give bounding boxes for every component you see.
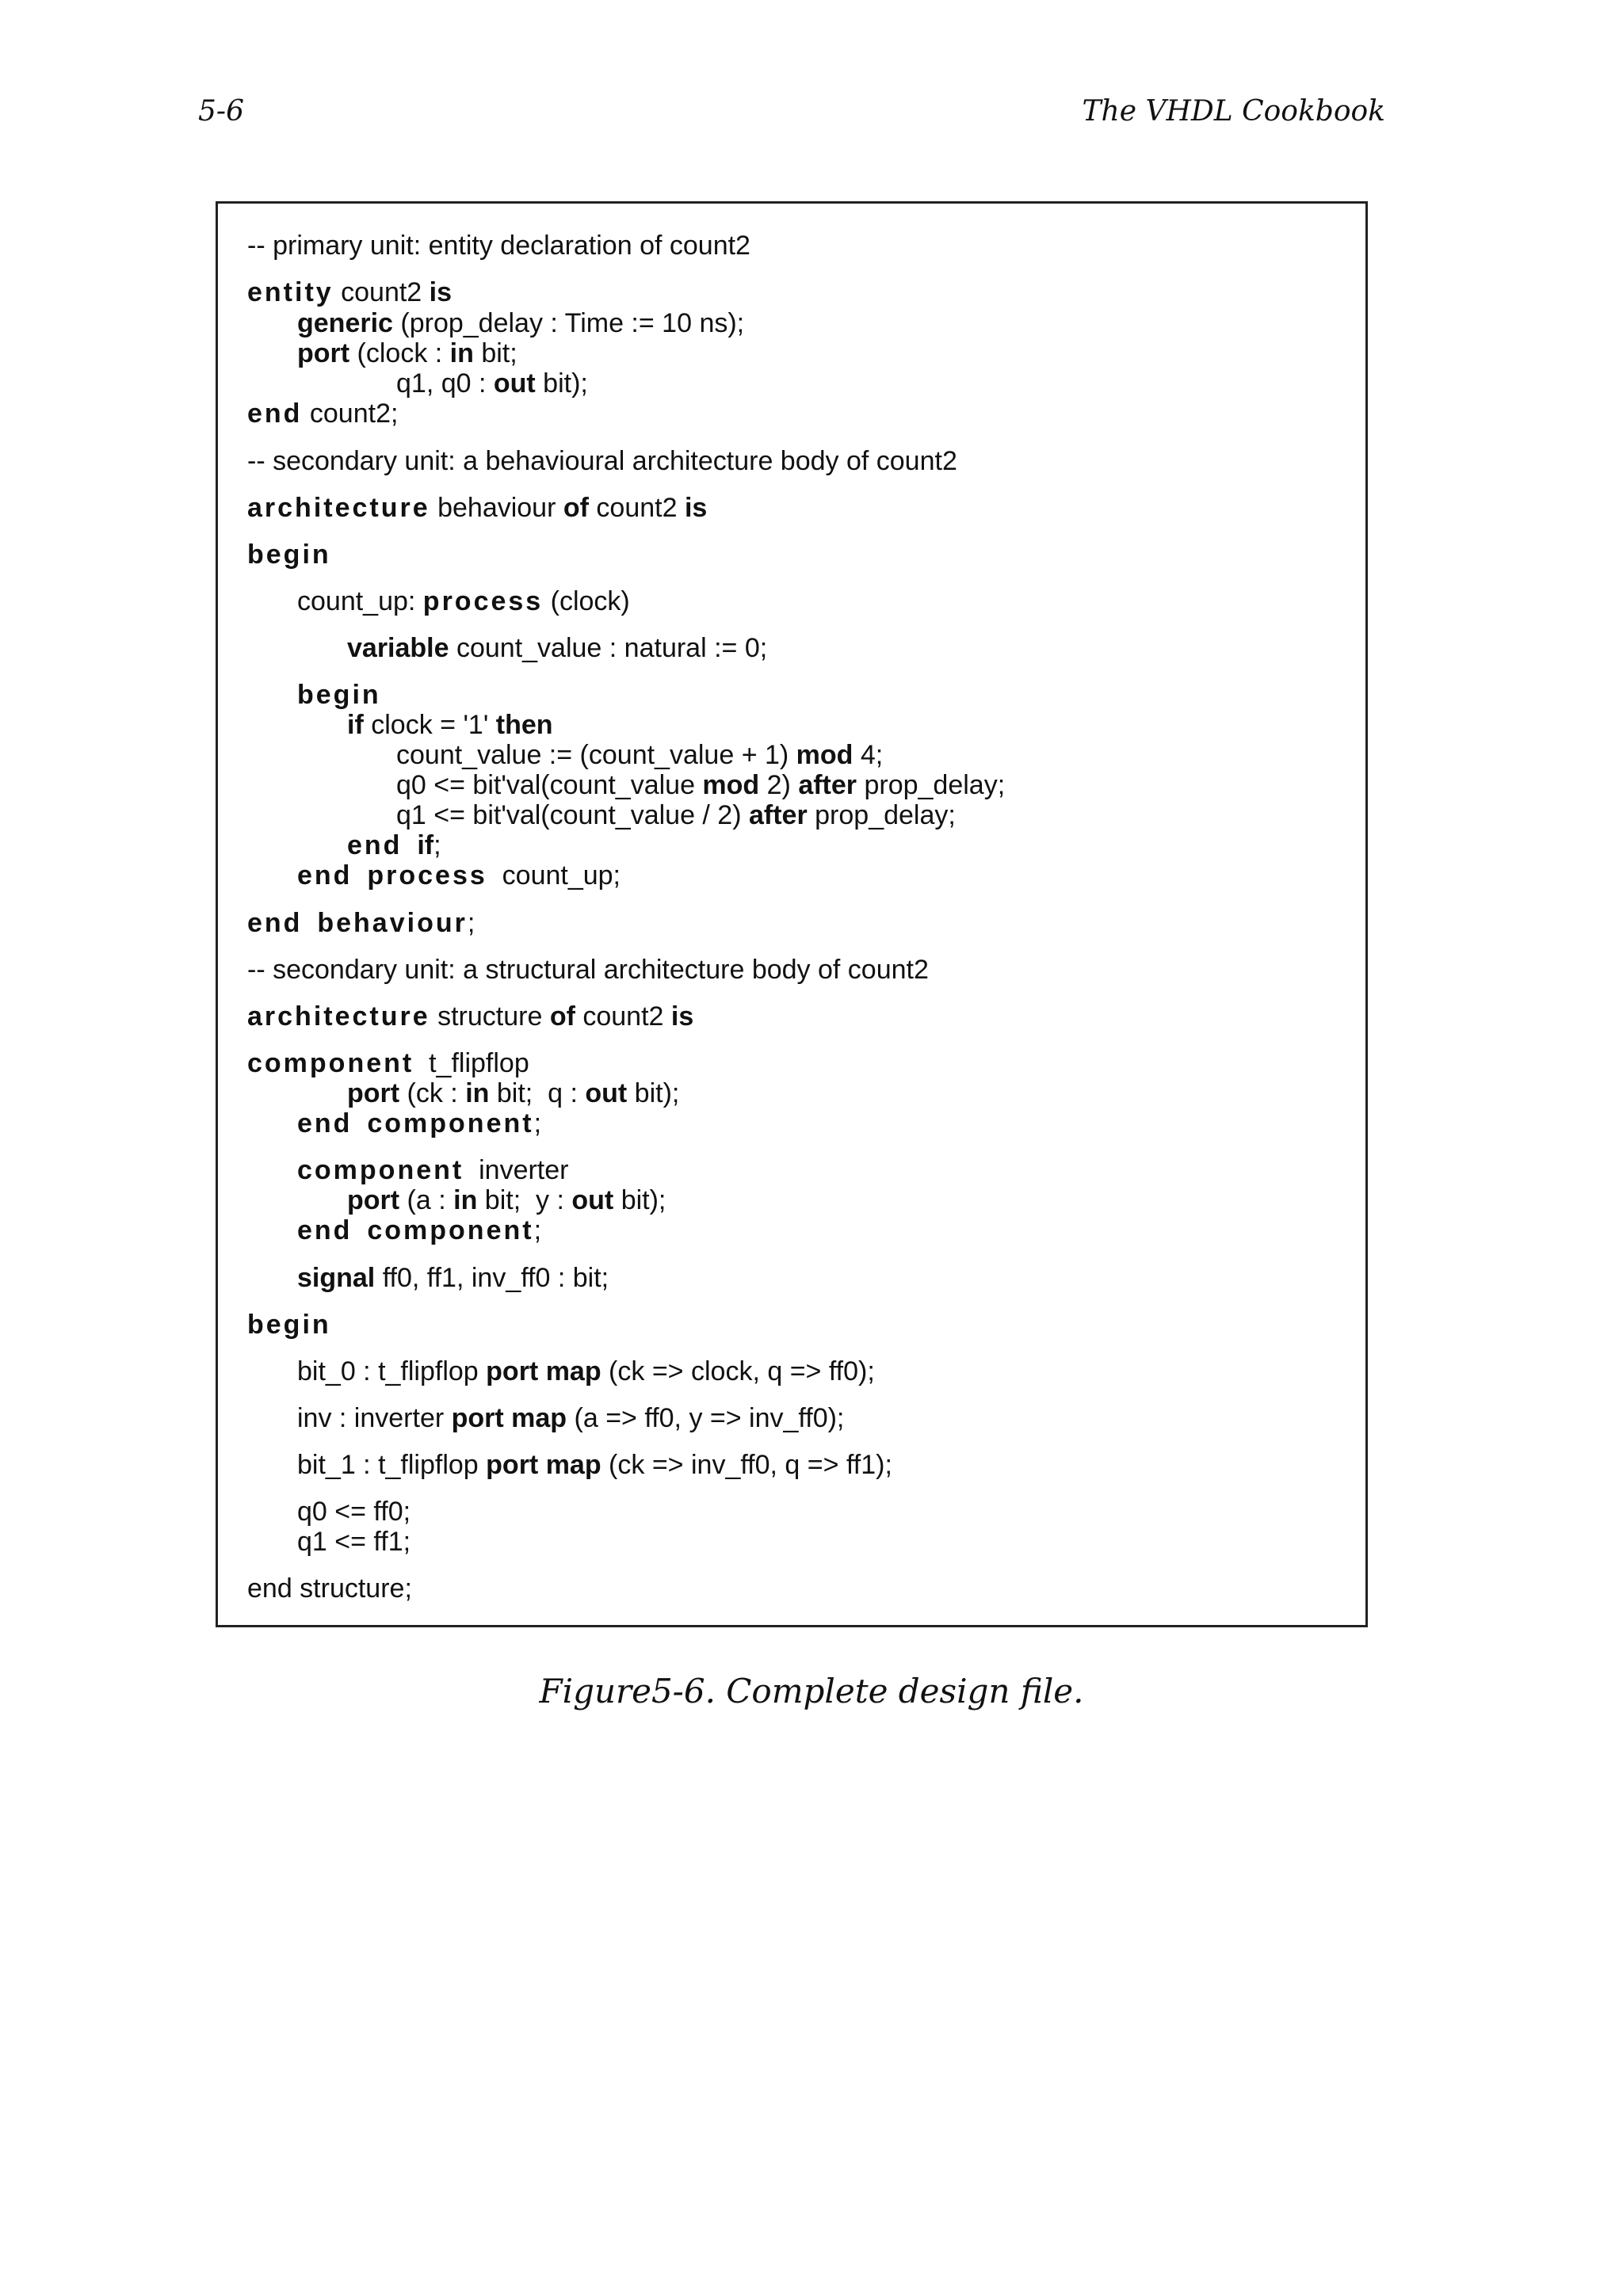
- code-line: [247, 541, 331, 568]
- code-text: count_up;: [487, 860, 621, 891]
- code-keyword: process: [422, 586, 544, 616]
- figure-caption: Figure5-6. Complete design file.: [539, 1672, 1084, 1711]
- code-keyword: in: [453, 1185, 478, 1215]
- code-keyword: after: [749, 800, 808, 830]
- code-text: bit_0 : t_flipflop: [297, 1356, 487, 1386]
- code-text: t_flipflop: [414, 1048, 529, 1078]
- code-keyword: architecture: [247, 493, 430, 523]
- code-keyword: after: [798, 770, 857, 800]
- code-line: [297, 1157, 568, 1184]
- code-line: [247, 448, 957, 475]
- code-line: [297, 1217, 541, 1244]
- code-keyword: port map: [451, 1403, 567, 1433]
- code-line: [297, 1110, 541, 1137]
- code-line: [396, 370, 588, 397]
- code-line: [297, 1358, 875, 1385]
- code-keyword: is: [670, 1001, 694, 1032]
- code-text: 4;: [853, 740, 884, 770]
- code-keyword: end: [347, 830, 403, 860]
- code-line: [297, 588, 630, 615]
- code-keyword: entity: [247, 277, 334, 307]
- code-text: (ck => inv_ff0, q => ff1);: [601, 1450, 892, 1480]
- code-text: count_up:: [297, 586, 423, 616]
- code-text: prop_delay;: [807, 800, 956, 830]
- code-line: [297, 1405, 844, 1432]
- code-keyword: port map: [486, 1356, 601, 1386]
- code-keyword: port map: [486, 1450, 601, 1480]
- code-keyword: component: [247, 1048, 414, 1078]
- code-line: [247, 956, 929, 983]
- code-line: [297, 310, 744, 337]
- code-text: bit; q :: [489, 1078, 586, 1108]
- code-line: [247, 1003, 693, 1030]
- code-text: (prop_delay : Time := 10 ns);: [392, 308, 745, 338]
- code-text: clock = '1': [363, 710, 496, 740]
- code-text: bit; y :: [477, 1185, 572, 1215]
- code-keyword: port: [347, 1078, 400, 1108]
- code-keyword: component: [367, 1108, 534, 1138]
- code-keyword: end: [297, 1108, 353, 1138]
- code-keyword: port: [347, 1185, 400, 1215]
- code-keyword: if: [417, 830, 434, 860]
- code-keyword: mod: [796, 740, 854, 770]
- code-keyword: of: [563, 493, 589, 523]
- code-text: -- secondary unit: a structural architecture body of count2: [247, 955, 929, 985]
- code-text: count2;: [302, 399, 399, 429]
- code-text: bit;: [473, 338, 517, 368]
- code-line: [247, 1050, 529, 1077]
- code-text: end structure;: [247, 1573, 412, 1604]
- code-keyword: of: [549, 1001, 575, 1032]
- code-keyword: end: [247, 908, 303, 938]
- code-text: count_value := (count_value + 1): [396, 740, 796, 770]
- code-line: [247, 232, 750, 259]
- code-text: structure: [430, 1001, 550, 1032]
- code-line: [297, 862, 621, 889]
- code-line: [347, 635, 767, 662]
- code-text: bit);: [627, 1078, 680, 1108]
- code-keyword: architecture: [247, 1001, 430, 1032]
- page-number: 5-6: [198, 95, 244, 128]
- code-keyword: end: [297, 1215, 353, 1245]
- code-text: q1 <= bit'val(count_value / 2): [396, 800, 749, 830]
- code-keyword: out: [571, 1185, 614, 1215]
- code-text: 2): [759, 770, 799, 800]
- code-line: [247, 1311, 331, 1338]
- code-keyword: port: [297, 338, 350, 368]
- code-text: behaviour: [430, 493, 563, 523]
- code-text: bit);: [613, 1185, 666, 1215]
- code-line: [396, 772, 1005, 799]
- code-text: prop_delay;: [857, 770, 1006, 800]
- code-keyword: if: [347, 710, 364, 740]
- code-text: [302, 908, 317, 938]
- code-line: [297, 1451, 892, 1478]
- code-text: -- primary unit: entity declaration of count2: [247, 231, 750, 261]
- code-line: [247, 910, 475, 936]
- code-keyword: is: [429, 277, 453, 307]
- code-line: [247, 494, 707, 521]
- code-keyword: begin: [247, 540, 331, 570]
- code-line: [347, 832, 441, 859]
- code-line: [347, 1080, 679, 1107]
- code-keyword: out: [585, 1078, 628, 1108]
- code-keyword: in: [465, 1078, 490, 1108]
- code-keyword: signal: [297, 1263, 376, 1293]
- code-text: (clock): [543, 586, 630, 616]
- code-text: count2: [333, 277, 430, 307]
- code-text: [352, 1215, 367, 1245]
- code-line: [247, 400, 398, 427]
- code-keyword: behaviour: [317, 908, 468, 938]
- running-header-title: The VHDL Cookbook: [1082, 95, 1385, 128]
- code-text: count_value : natural := 0;: [449, 633, 768, 663]
- code-text: q1 <= ff1;: [297, 1527, 411, 1557]
- code-text: ;: [533, 1215, 542, 1245]
- code-line: [396, 742, 883, 769]
- code-keyword: mod: [702, 770, 760, 800]
- code-keyword: then: [495, 710, 553, 740]
- code-text: ;: [433, 830, 441, 860]
- code-keyword: generic: [297, 308, 393, 338]
- code-line: [396, 802, 956, 829]
- code-text: [402, 830, 417, 860]
- code-line: [297, 1264, 609, 1291]
- code-line: [297, 1528, 411, 1555]
- code-text: [352, 860, 367, 891]
- code-keyword: out: [493, 368, 536, 399]
- code-text: q1, q0 :: [396, 368, 494, 399]
- code-line: [347, 1187, 666, 1214]
- code-text: q0 <= ff0;: [297, 1497, 411, 1527]
- code-text: count2: [575, 1001, 671, 1032]
- code-text: count2: [588, 493, 685, 523]
- code-text: (ck => clock, q => ff0);: [601, 1356, 875, 1386]
- code-line: [297, 681, 381, 708]
- code-text: ff0, ff1, inv_ff0 : bit;: [375, 1263, 609, 1293]
- code-line: [247, 1575, 412, 1602]
- code-text: (clock :: [349, 338, 450, 368]
- code-keyword: begin: [247, 1310, 331, 1340]
- code-text: bit);: [535, 368, 588, 399]
- code-text: inv : inverter: [297, 1403, 452, 1433]
- code-keyword: begin: [297, 680, 381, 710]
- code-text: -- secondary unit: a behavioural architecture body of count2: [247, 446, 957, 476]
- code-text: (a => ff0, y => inv_ff0);: [567, 1403, 845, 1433]
- code-text: ;: [533, 1108, 542, 1138]
- code-text: bit_1 : t_flipflop: [297, 1450, 487, 1480]
- code-keyword: is: [684, 493, 708, 523]
- code-keyword: variable: [347, 633, 449, 663]
- code-keyword: component: [297, 1155, 464, 1185]
- code-keyword: in: [449, 338, 474, 368]
- code-line: [297, 340, 517, 367]
- code-line: [247, 279, 452, 306]
- code-text: q0 <= bit'val(count_value: [396, 770, 703, 800]
- code-keyword: component: [367, 1215, 534, 1245]
- code-keyword: end: [247, 399, 303, 429]
- code-text: (ck :: [399, 1078, 466, 1108]
- code-text: inverter: [464, 1155, 569, 1185]
- code-keyword: end: [297, 860, 353, 891]
- code-line: [347, 711, 553, 738]
- code-text: ;: [467, 908, 475, 938]
- code-keyword: process: [367, 860, 487, 891]
- code-line: [297, 1498, 411, 1525]
- code-text: (a :: [399, 1185, 454, 1215]
- code-text: [352, 1108, 367, 1138]
